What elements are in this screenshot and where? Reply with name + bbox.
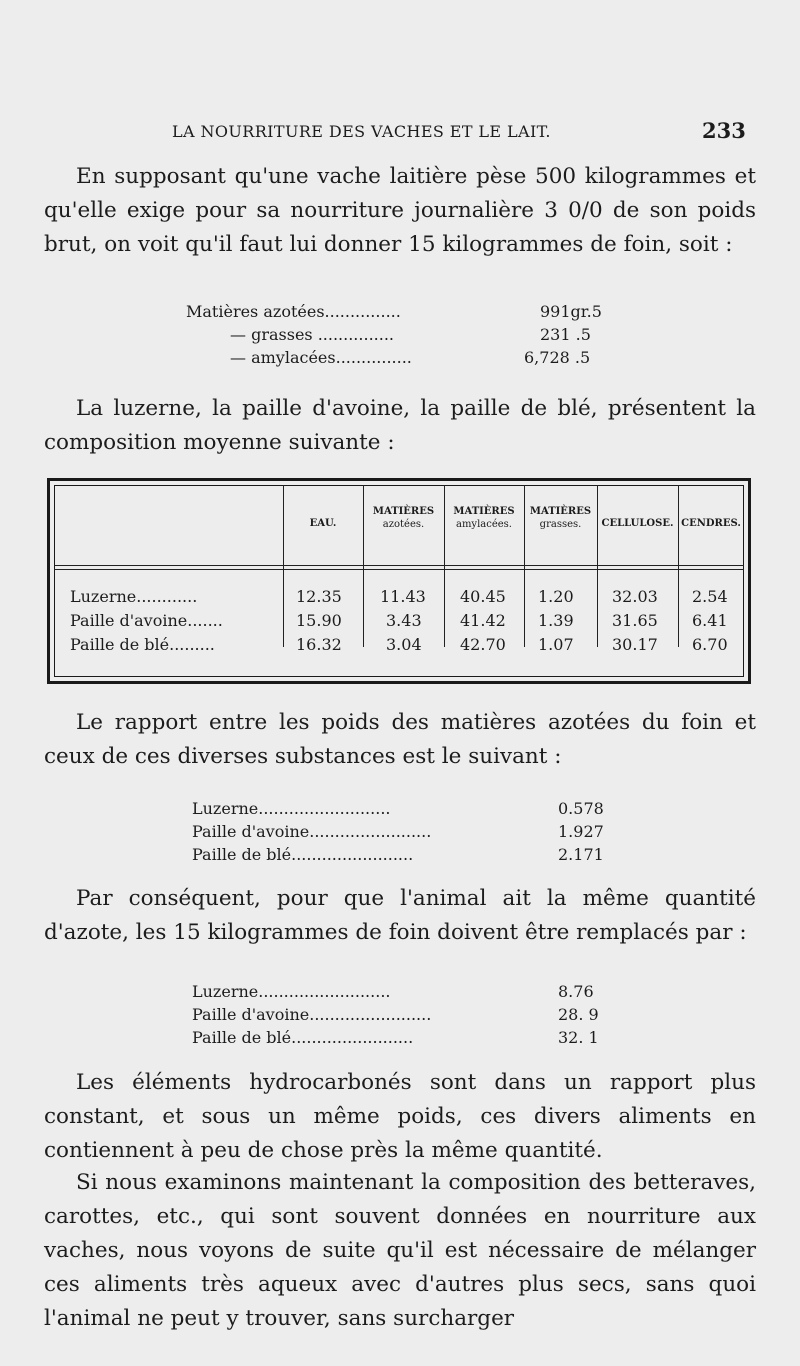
list-item: [192, 820, 622, 843]
page-number: 233: [702, 118, 746, 143]
header-sub: grasses.: [539, 519, 582, 530]
list-item: [186, 300, 616, 323]
row-label: Luzerne............: [70, 587, 198, 606]
header-amylacees: [444, 505, 524, 531]
list-item-label: Paille d'avoine........................: [192, 1005, 432, 1024]
header-main: MATIÈRES: [372, 506, 435, 517]
page-header: [0, 118, 800, 148]
paragraph-composition-intro: La luzerne, la paille d'avoine, la paille de blé, présentent la composition moyenne suivante :: [44, 396, 756, 455]
table-cell: 30.17: [612, 635, 658, 654]
paragraph-replacement-intro: Par conséquent, pour que l'animal ait la même quantité d'azote, les 15 kilogrammes de foin doivent être remplacés par :: [44, 886, 756, 945]
paragraph-hydrocarbon: Les éléments hydrocarbonés sont dans un rapport plus constant, et sous un même poids, ces divers aliments en contiennent à peu de chose près la même quantité.: [44, 1070, 756, 1163]
column-divider: [283, 485, 284, 647]
table-cell: 3.04: [386, 635, 422, 654]
table-cell: 15.90: [296, 611, 342, 630]
header-sub: azotées.: [382, 519, 425, 530]
header-main: CELLULOSE.: [601, 518, 674, 529]
list-item-label: — amylacées...............: [230, 348, 412, 367]
table-cell: 1.39: [538, 611, 574, 630]
list-item-value: 991gr.5: [540, 302, 602, 321]
table-cell: 3.43: [386, 611, 422, 630]
table-cell: 16.32: [296, 635, 342, 654]
table-cell: 1.20: [538, 587, 574, 606]
table-cell: 31.65: [612, 611, 658, 630]
list-item-label: Luzerne..........................: [192, 799, 391, 818]
column-divider: [597, 485, 598, 647]
list-item: [192, 797, 622, 820]
table-cell: 1.07: [538, 635, 574, 654]
ratio-list: [192, 797, 622, 866]
list-item: [192, 843, 622, 866]
list-item: [186, 346, 616, 369]
header-main: MATIÈRES: [453, 506, 515, 517]
list-item: [192, 1026, 622, 1049]
list-item-label: Paille d'avoine........................: [192, 822, 432, 841]
list-item-label: — grasses ...............: [230, 325, 394, 344]
header-rule: [54, 565, 744, 566]
header-grasses: [524, 505, 597, 531]
list-item-value: 231 .5: [540, 325, 591, 344]
list-item-label: Paille de blé........................: [192, 845, 414, 864]
table-cell: 2.54: [692, 587, 728, 606]
list-item: [186, 323, 616, 346]
paragraph-hay-requirement: En supposant qu'une vache laitière pèse 500 kilogrammes et qu'elle exige pour sa nourriture journalière 3 0/0 de son poids brut, on voit qu'il faut lui donner 15 kilogrammes de foin, soit :: [44, 164, 756, 257]
list-item-value: 1.927: [558, 822, 604, 841]
list-item-label: Paille de blé........................: [192, 1028, 414, 1047]
list-item-value: 8.76: [558, 982, 594, 1001]
table-cell: 6.41: [692, 611, 728, 630]
table-cell: 41.42: [460, 611, 506, 630]
header-eau: [283, 517, 363, 530]
table-cell: 40.45: [460, 587, 506, 606]
list-item-value: 2.171: [558, 845, 604, 864]
table-cell: 6.70: [692, 635, 728, 654]
running-title: LA NOURRITURE DES VACHES ET LE LAIT.: [172, 122, 551, 141]
hay-composition-list: [186, 300, 616, 369]
paragraph-ratio-intro: Le rapport entre les poids des matières azotées du foin et ceux de ces diverses substances est le suivant :: [44, 710, 756, 769]
list-item-value: 0.578: [558, 799, 604, 818]
header-cellulose: [597, 517, 678, 530]
composition-table: [47, 478, 751, 684]
row-label: Paille d'avoine.......: [70, 611, 223, 630]
table-cell: 42.70: [460, 635, 506, 654]
table-cell: 32.03: [612, 587, 658, 606]
header-main: EAU.: [309, 518, 337, 529]
header-cendres: [678, 517, 744, 530]
list-item-label: Luzerne..........................: [192, 982, 391, 1001]
list-item: [192, 1003, 622, 1026]
header-rule: [54, 569, 744, 570]
list-item-value: 28. 9: [558, 1005, 599, 1024]
paragraph-beets: Si nous examinons maintenant la composition des betteraves, carottes, etc., qui sont souvent données en nourriture aux vaches, nous voyons de suite qu'il est nécessaire de mélanger ces aliments très aqueux avec d'autres plus secs, sans quoi l'animal ne peut y trouver, sans surcharger: [44, 1170, 756, 1331]
header-main: MATIÈRES: [529, 506, 592, 517]
row-label: Paille de blé.........: [70, 635, 215, 654]
table-cell: 11.43: [380, 587, 426, 606]
table-cell: 12.35: [296, 587, 342, 606]
list-item-label: Matières azotées...............: [186, 302, 401, 321]
list-item-value: 32. 1: [558, 1028, 599, 1047]
header-sub: amylacées.: [455, 519, 512, 530]
header-azotees: [363, 505, 444, 531]
replacement-list: [192, 980, 622, 1049]
header-main: CENDRES.: [681, 518, 741, 529]
list-item-value: 6,728 .5: [524, 348, 591, 367]
list-item: [192, 980, 622, 1003]
column-divider: [678, 485, 679, 647]
